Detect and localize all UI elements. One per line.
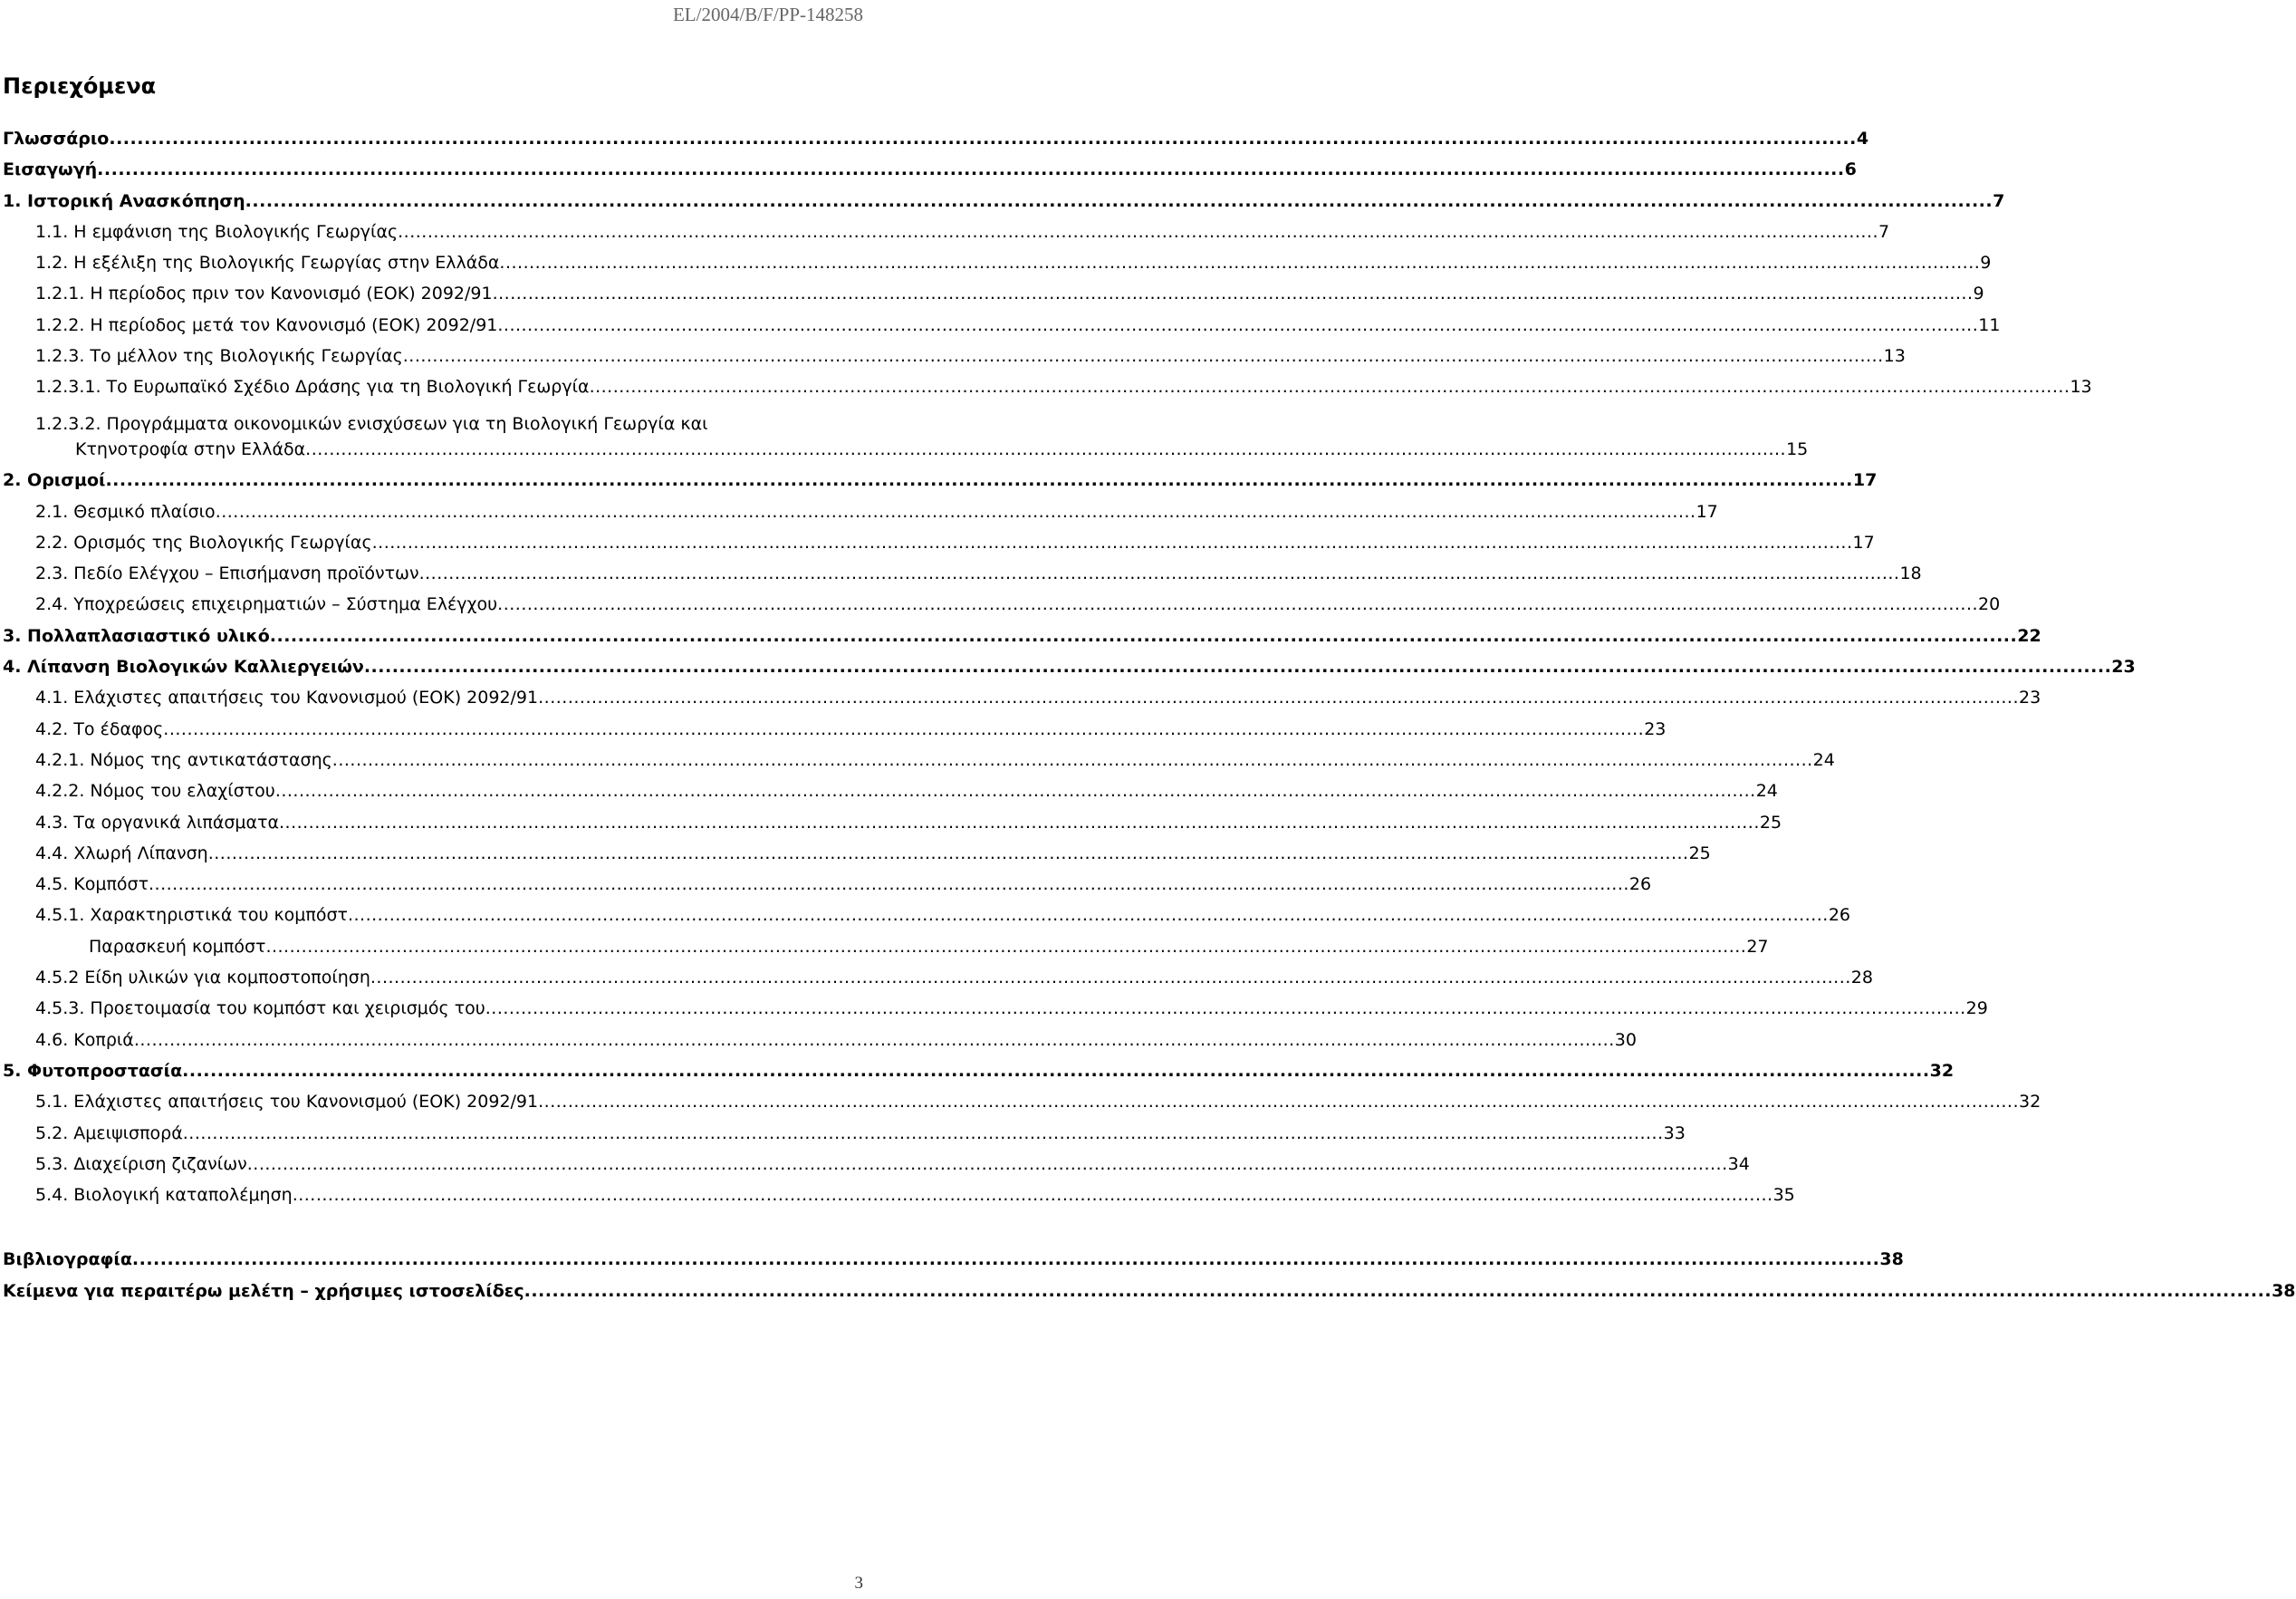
toc-entry-text: Βιβλιογραφία — [3, 1249, 132, 1270]
toc-entry[interactable] — [3, 1153, 1750, 1185]
toc-entry[interactable] — [3, 905, 1851, 936]
toc-entry-text: 1.2.3.1. Το Ευρωπαϊκό Σχέδιο Δράσης για τη Βιολογική Γεωργία — [35, 377, 590, 398]
toc-entry[interactable] — [3, 1092, 2041, 1122]
toc-leader-dots — [332, 750, 1813, 770]
toc-page-number: 29 — [1965, 998, 1988, 1019]
toc-entry-text: 2.4. Υποχρεώσεις επιχειρηματιών – Σύστημα Ελέγχου — [35, 594, 498, 615]
toc-entry-text: 1. Ιστορική Ανασκόπηση — [3, 190, 245, 211]
toc-page-number: 17 — [1852, 470, 1878, 491]
toc-entry[interactable] — [3, 594, 2001, 625]
toc-entry-line — [35, 438, 1809, 470]
toc-page-number: 7 — [1878, 221, 1890, 242]
toc-entry[interactable] — [3, 564, 1922, 594]
toc-entry-text: 4.5. Κομπόστ — [35, 874, 149, 895]
toc-entry[interactable] — [3, 812, 1782, 843]
toc-entry[interactable] — [3, 968, 1873, 998]
toc-entry-text: 4.5.2 Είδη υλικών για κομποστοποίηση — [35, 968, 370, 988]
toc-entry-text: 5. Φυτοπροστασία — [3, 1060, 183, 1081]
toc-page-number: 27 — [1746, 936, 1769, 957]
table-of-contents — [3, 129, 2296, 1312]
toc-page-number: 34 — [1727, 1153, 1750, 1174]
toc-entry[interactable] — [3, 1029, 1637, 1061]
toc-entry[interactable] — [3, 129, 1869, 159]
toc-entry[interactable] — [3, 377, 2092, 408]
toc-entry[interactable] — [3, 688, 2041, 718]
toc-entry[interactable] — [3, 190, 2005, 222]
toc-entry[interactable] — [3, 1185, 1795, 1216]
toc-leader-dots — [398, 222, 1878, 242]
toc-leader-dots — [208, 843, 1689, 863]
toc-leader-dots — [372, 533, 1853, 553]
toc-entry[interactable] — [3, 718, 1667, 750]
toc-entry-text: 1.2.3. Το μέλλον της Βιολογικής Γεωργίας — [35, 346, 403, 367]
toc-entry[interactable] — [3, 749, 1835, 781]
toc-page-number: 26 — [1828, 905, 1851, 926]
toc-page-number: 24 — [1755, 781, 1778, 802]
toc-page-number: 24 — [1812, 749, 1835, 770]
toc-entry-text: Εισαγωγή — [3, 159, 98, 180]
toc-page-number: 9 — [1980, 253, 1992, 274]
toc-page-number: 18 — [1899, 564, 1922, 584]
toc-leader-dots — [293, 1185, 1773, 1205]
toc-entry-text: 1.1. Η εμφάνιση της Βιολογικής Γεωργίας — [35, 221, 399, 242]
toc-page-number: 25 — [1688, 843, 1711, 863]
toc-entry-continuation: Κτηνοτροφία στην Ελλάδα — [75, 438, 306, 459]
toc-leader-dots — [279, 813, 1760, 833]
toc-entry-text: 4.1. Ελάχιστες απαιτήσεις του Κανονισμού (ΕΟΚ) 2092/91 — [35, 688, 539, 708]
toc-entry-text: 2.2. Ορισμός της Βιολογικής Γεωργίας — [35, 532, 372, 553]
toc-entry[interactable] — [3, 314, 2001, 346]
toc-entry-text: 4.5.3. Προετοιμασία του κομπόστ και χειρισμός του — [35, 998, 485, 1019]
toc-leader-dots — [265, 937, 1746, 957]
toc-entry[interactable] — [3, 1249, 1904, 1280]
toc-leader-dots — [247, 1154, 1728, 1174]
toc-leader-dots — [590, 377, 2070, 397]
toc-entry-text: 4.3. Τα οργανικά λιπάσματα — [35, 812, 279, 833]
toc-leader-dots — [403, 346, 1884, 366]
toc-page-number: 17 — [1696, 501, 1718, 522]
page-number: 3 — [854, 1574, 863, 1593]
toc-page-number: 9 — [1973, 284, 1984, 304]
toc-leader-dots — [97, 159, 1844, 179]
toc-page-number: 17 — [1852, 532, 1875, 553]
toc-entry-text: 5.2. Αμειψισπορά — [35, 1122, 183, 1143]
toc-entry-text: 1.2.2. Η περίοδος μετά τον Κανονισμό (ΕΟΚ) 2092/91 — [35, 314, 498, 335]
toc-page-number: 15 — [1786, 438, 1809, 459]
toc-entry-text: 2. Ορισμοί — [3, 470, 106, 491]
toc-leader-dots — [497, 594, 1978, 614]
toc-leader-dots — [109, 129, 1856, 149]
toc-leader-dots — [105, 470, 1852, 490]
toc-entry-text: Παρασκευή κομπόστ — [89, 936, 266, 957]
toc-entry-text: 4.6. Κοπριά — [35, 1029, 134, 1050]
toc-entry-text: 4.2. Το έδαφος — [35, 718, 164, 739]
toc-leader-dots — [305, 439, 1786, 459]
toc-leader-dots — [275, 781, 1756, 801]
toc-entry-text: Γλωσσάριο — [3, 129, 110, 149]
toc-leader-dots — [245, 191, 1993, 211]
toc-entry[interactable] — [3, 532, 1875, 564]
toc-page-number: 13 — [2070, 377, 2092, 398]
toc-entry-text: 4. Λίπανση Βιολογικών Καλλιεργειών — [3, 657, 364, 678]
toc-entry[interactable] — [3, 625, 2041, 657]
toc-entry[interactable] — [3, 781, 1778, 812]
toc-page-number: 26 — [1628, 874, 1652, 895]
toc-entry[interactable] — [3, 936, 1769, 968]
toc-page-number: 38 — [1879, 1249, 1904, 1270]
toc-entry-line — [35, 409, 868, 439]
toc-page-number: 33 — [1663, 1122, 1686, 1143]
toc-entry[interactable] — [3, 409, 1809, 471]
toc-entry-text: 1.2.1. Η περίοδος πριν τον Κανονισμό (ΕΟΚ) 2092/91 — [35, 284, 493, 304]
toc-leader-dots — [364, 657, 2111, 677]
toc-entry-text: 3. Πολλαπλασιαστικό υλικό — [3, 625, 270, 646]
toc-entry-text: 4.4. Χλωρή Λίπανση — [35, 843, 208, 863]
toc-entry[interactable] — [3, 657, 2136, 688]
toc-entry[interactable] — [3, 159, 1857, 190]
toc-entry-text: 1.2.3.2. Προγράμματα οικονομικών ενισχύσεων για τη Βιολογική Γεωργία και — [35, 413, 708, 434]
toc-leader-dots — [270, 626, 2017, 646]
toc-leader-dots — [216, 502, 1696, 522]
toc-entry[interactable] — [3, 1060, 1955, 1092]
toc-leader-dots — [538, 1092, 2019, 1112]
toc-leader-dots — [183, 1123, 1664, 1143]
toc-leader-dots — [163, 719, 1644, 739]
toc-page-number: 35 — [1772, 1185, 1795, 1206]
toc-leader-dots — [538, 688, 2019, 708]
toc-page-number: 23 — [1644, 718, 1667, 739]
toc-entry[interactable] — [3, 501, 1718, 533]
toc-page-number: 4 — [1856, 129, 1869, 149]
toc-entry-text: 5.4. Βιολογική καταπολέμηση — [35, 1185, 293, 1206]
toc-entry-text: 2.1. Θεσμικό πλαίσιο — [35, 501, 216, 522]
toc-entry-text: 1.2. Η εξέλιξη της Βιολογικής Γεωργίας στην Ελλάδα — [35, 253, 500, 274]
toc-leader-dots — [497, 315, 1978, 335]
toc-page-number: 6 — [1844, 159, 1857, 180]
toc-entry-text: 5.1. Ελάχιστες απαιτήσεις του Κανονισμού (ΕΟΚ) 2092/91 — [35, 1092, 539, 1113]
toc-entry[interactable] — [3, 1122, 1686, 1154]
toc-page-number: 38 — [2272, 1280, 2296, 1301]
toc-leader-dots — [524, 1281, 2272, 1301]
toc-entry[interactable] — [3, 221, 1890, 253]
toc-page-number: 23 — [2111, 657, 2136, 678]
toc-page-number: 22 — [2017, 625, 2041, 646]
toc-leader-dots — [348, 905, 1829, 925]
toc-entry[interactable] — [3, 843, 1711, 874]
toc-entry[interactable] — [3, 253, 1992, 284]
page-title: Περιεχόμενα — [3, 73, 157, 99]
toc-page-number: 13 — [1883, 346, 1906, 367]
toc-page-number: 23 — [2019, 688, 2041, 708]
toc-leader-dots — [182, 1061, 1929, 1081]
toc-entry[interactable] — [3, 284, 1984, 314]
toc-leader-dots — [499, 253, 1980, 273]
toc-page-number: 32 — [2019, 1092, 2041, 1113]
toc-entry-text: 2.3. Πεδίο Ελέγχου – Επισήμανση προϊόντων — [35, 564, 419, 584]
toc-entry[interactable] — [3, 346, 1906, 377]
toc-page-number: 7 — [1993, 190, 2005, 211]
document-code: EL/2004/B/F/PP-148258 — [672, 4, 863, 25]
toc-page-number: 20 — [1978, 594, 2001, 615]
toc-leader-dots — [485, 998, 1966, 1018]
toc-page-number: 30 — [1614, 1029, 1637, 1050]
toc-leader-dots — [493, 284, 1974, 303]
toc-leader-dots — [132, 1249, 1879, 1269]
toc-leader-dots — [149, 874, 1629, 894]
toc-entry-text: 4.2.1. Νόμος της αντικατάστασης — [35, 749, 332, 770]
toc-page-number: 25 — [1759, 812, 1782, 833]
toc-entry-text: 4.5.1. Χαρακτηριστικά του κομπόστ — [35, 905, 348, 926]
toc-entry-text: 5.3. Διαχείριση ζιζανίων — [35, 1153, 247, 1174]
toc-page-number: 11 — [1978, 314, 2001, 335]
toc-leader-dots — [419, 564, 1900, 583]
toc-page-number: 28 — [1850, 968, 1873, 988]
toc-leader-dots — [134, 1030, 1615, 1050]
toc-entry[interactable] — [3, 1280, 2296, 1312]
toc-page-number: 32 — [1929, 1060, 1955, 1081]
toc-gap — [3, 1216, 868, 1249]
toc-entry[interactable] — [3, 470, 1878, 501]
toc-entry[interactable] — [3, 874, 1652, 905]
toc-entry-text: 4.2.2. Νόμος του ελαχίστου — [35, 781, 275, 802]
toc-entry[interactable] — [3, 998, 1988, 1029]
toc-entry-text: Κείμενα για περαιτέρω μελέτη – χρήσιμες ιστοσελίδες — [3, 1280, 524, 1301]
toc-leader-dots — [370, 968, 1851, 987]
